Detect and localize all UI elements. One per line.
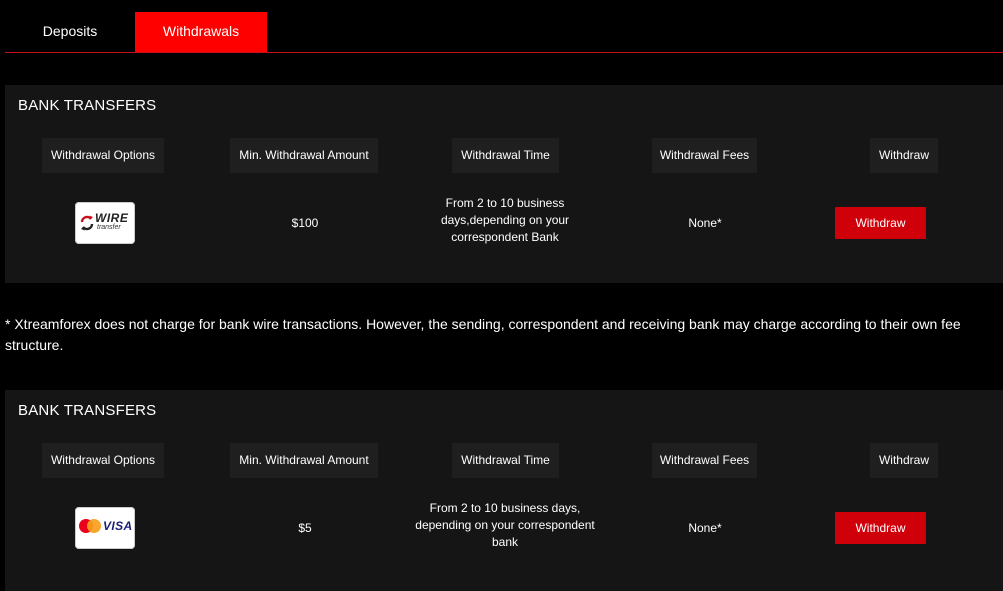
wire-logo-sub: transfer	[97, 224, 121, 231]
tab-deposits[interactable]: Deposits	[42, 23, 98, 39]
wire-transfer-logo	[75, 202, 135, 244]
withdraw-button[interactable]: Withdraw	[835, 512, 926, 544]
panel-title: BANK TRANSFERS	[18, 97, 157, 114]
header-withdrawal-options: Withdrawal Options	[42, 443, 164, 478]
withdrawal-time-value: From 2 to 10 business days,depending on your correspondent Bank	[440, 196, 570, 244]
wire-logo-word: WIRE	[95, 211, 129, 225]
bank-transfers-panel-card	[5, 390, 1003, 591]
header-min-withdrawal-amount: Min. Withdrawal Amount	[230, 138, 378, 173]
header-withdraw: Withdraw	[870, 138, 938, 173]
tab-bar	[5, 12, 1003, 53]
min-amount-value: $100	[291, 216, 319, 230]
min-amount-value: $5	[298, 521, 312, 535]
header-min-withdrawal-amount: Min. Withdrawal Amount	[230, 443, 378, 478]
fee-notice: * Xtreamforex does not charge for bank wire transactions. However, the sending, correspondent and receiving bank may charge according to their own fee structure.	[5, 316, 961, 353]
visa-logo-word: VISA	[103, 519, 133, 533]
header-withdrawal-time: Withdrawal Time	[452, 443, 559, 478]
header-withdrawal-time: Withdrawal Time	[452, 138, 559, 173]
header-withdraw: Withdraw	[870, 443, 938, 478]
withdrawal-fee-value: None*	[688, 216, 722, 230]
header-withdrawal-options: Withdrawal Options	[42, 138, 164, 173]
mastercard-icon	[79, 519, 103, 535]
wire-arrows-icon	[79, 214, 95, 232]
panel-title: BANK TRANSFERS	[18, 402, 157, 419]
bank-transfers-panel-wire	[5, 85, 1003, 283]
tab-withdrawals[interactable]: Withdrawals	[135, 12, 267, 52]
header-withdrawal-fees: Withdrawal Fees	[652, 443, 757, 478]
withdrawal-time-value: From 2 to 10 business days, depending on your correspondent bank	[415, 501, 595, 549]
header-withdrawal-fees: Withdrawal Fees	[652, 138, 757, 173]
withdraw-button[interactable]: Withdraw	[835, 207, 926, 239]
mastercard-visa-logo	[75, 507, 135, 549]
withdrawal-fee-value: None*	[688, 521, 722, 535]
